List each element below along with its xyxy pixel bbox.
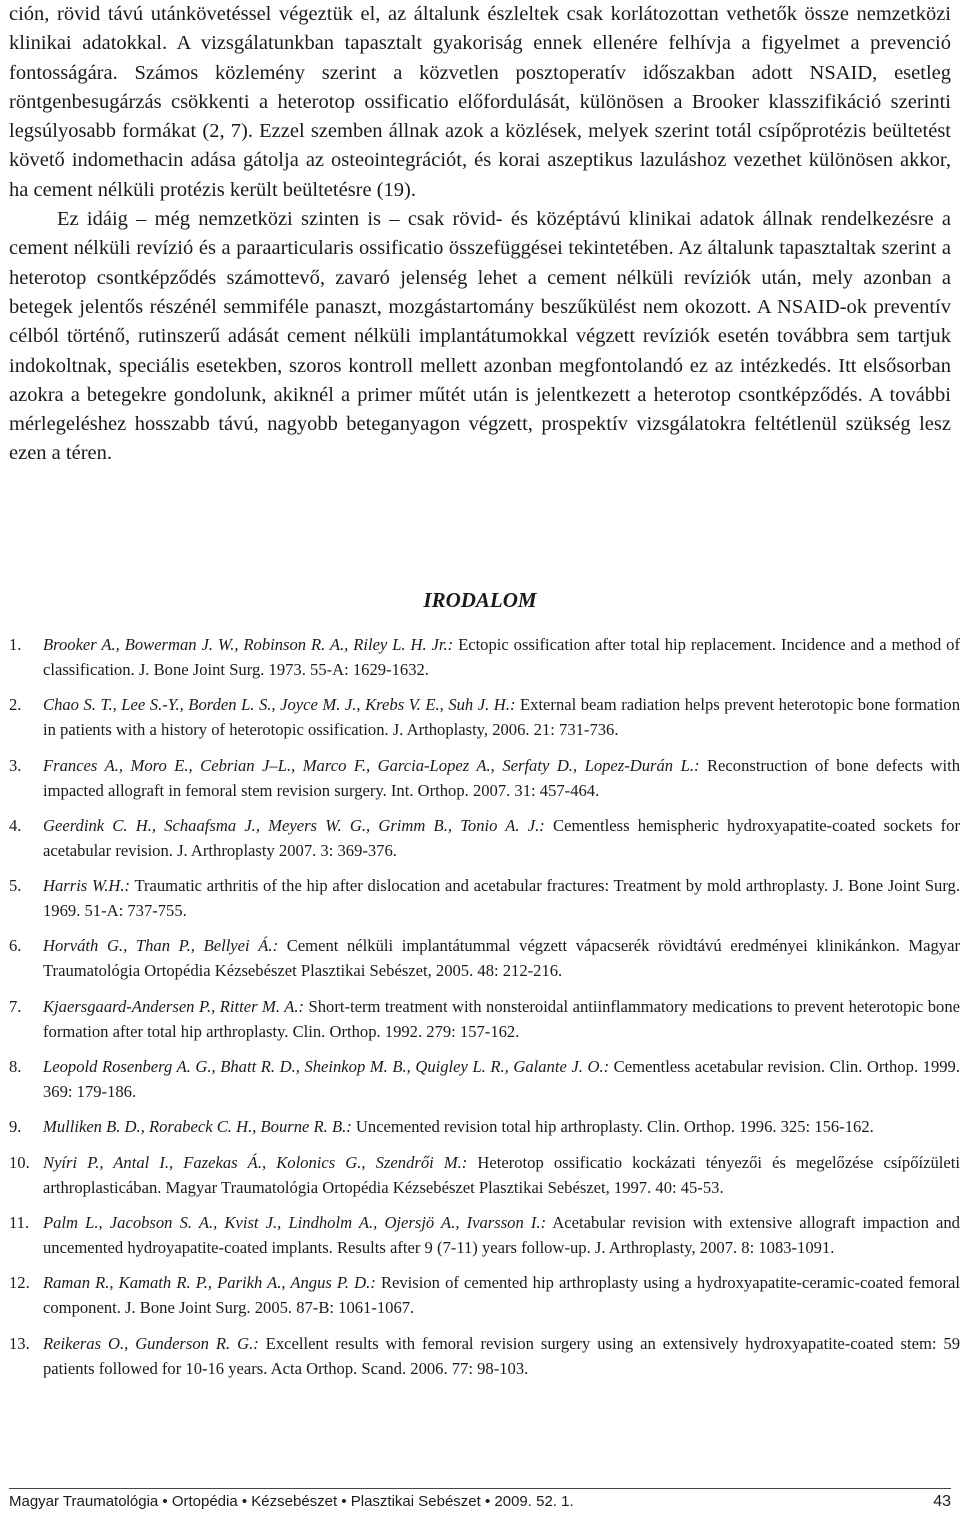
reference-item — [9, 1270, 960, 1320]
reference-text: Traumatic arthritis of the hip after dislocation and acetabular fractures: Treatment by mold arthroplasty. J. Bone Joint Surg. 1969. 51-A: 737-755. — [43, 876, 960, 921]
reference-authors: Raman R., Kamath R. P., Parikh A., Angus P. D.: — [43, 1273, 376, 1293]
reference-number: 9. — [9, 1117, 22, 1137]
reference-number: 2. — [9, 695, 22, 715]
reference-authors: Palm L., Jacobson S. A., Kvist J., Lindholm A., Ojersjö A., Ivarsson I.: — [43, 1212, 547, 1232]
reference-text: Ectopic ossification after total hip replacement. Incidence and a method of classification. J. Bone Joint Surg. 1973. 55-A: 1629-1632. — [43, 635, 960, 679]
reference-authors: Chao S. T., Lee S.-Y., Borden L. S., Joyce M. J., Krebs V. E., Suh J. H.: — [43, 695, 516, 715]
reference-number: 7. — [9, 996, 22, 1016]
reference-text: Acetabular revision with extensive allograft impaction and uncemented hydroyapatite-coated implants. Results after 9 (7-11) years follow-up. J. Arthroplasty, 2007. 8: 1083-1091. — [43, 1212, 960, 1257]
reference-item — [9, 632, 960, 682]
reference-authors: Frances A., Moro E., Cebrian J–L., Marco F., Garcia-Lopez A., Serfaty D., Lopez-Durán L.: — [43, 755, 700, 775]
reference-item — [9, 1150, 960, 1200]
reference-item — [9, 873, 960, 923]
reference-text: Revision of cemented hip arthroplasty using a hydroxyapatite-ceramic-coated femoral component. J. Bone Joint Surg. 2005. 87-B: 1061-1067. — [43, 1273, 960, 1318]
reference-number: 8. — [9, 1057, 22, 1077]
reference-authors: Mulliken B. D., Rorabeck C. H., Bourne R. B.: — [43, 1117, 352, 1137]
references-heading: IRODALOM — [423, 588, 537, 612]
reference-text: Uncemented revision total hip arthroplasty. Clin. Orthop. 1996. 325: 156-162. — [351, 1117, 874, 1137]
journal-footer: Magyar Traumatológia • Ortopédia • Kézsebészet • Plasztikai Sebészet • 2009. 52. 1. — [9, 1493, 574, 1510]
reference-number: 13. — [9, 1333, 30, 1353]
reference-number: 5. — [9, 876, 22, 896]
reference-item — [9, 1114, 960, 1139]
reference-item — [9, 692, 960, 742]
reference-number: 12. — [9, 1273, 30, 1293]
reference-item — [9, 933, 960, 983]
reference-authors: Kjaersgaard-Andersen P., Ritter M. A.: — [43, 996, 305, 1016]
reference-number: 6. — [9, 936, 22, 956]
reference-authors: Geerdink C. H., Schaafsma J., Meyers W. G., Grimm B., Tonio A. J.: — [43, 815, 545, 835]
reference-item — [9, 1331, 960, 1381]
reference-text: Cementless acetabular revision. Clin. Orthop. 1999. 369: 179-186. — [43, 1057, 960, 1102]
reference-item — [9, 1210, 960, 1260]
article-body — [9, 0, 951, 469]
reference-number: 4. — [9, 815, 22, 835]
reference-text: Short-term treatment with nonsteroidal antiinflammatory medications to prevent heterotopic bone formation after total hip arthroplasty. Clin. Orthop. 1992. 279: 157-162. — [43, 996, 960, 1041]
page-number: 43 — [933, 1493, 951, 1510]
reference-item — [9, 813, 960, 863]
reference-text: Cement nélküli implantátummal végzett vápacserék rövidtávú eredményei klinikánkon. Magyar Traumatológia Ortopédia Kézsebészet Plasztikai Sebészet, 2005. 48: 212-216. — [43, 936, 960, 981]
reference-authors: Nyíri P., Antal I., Fazekas Á., Kolonics G., Szendrői M.: — [43, 1152, 468, 1172]
reference-item — [9, 994, 960, 1044]
reference-authors: Harris W.H.: — [43, 876, 131, 896]
reference-number: 10. — [9, 1152, 30, 1172]
reference-authors: Leopold Rosenberg A. G., Bhatt R. D., Sheinkop M. B., Quigley L. R., Galante J. O.: — [43, 1057, 610, 1077]
reference-text: Cementless hemispheric hydroxyapatite-coated sockets for acetabular revision. J. Arthroplasty 2007. 3: 369-376. — [43, 815, 960, 860]
reference-authors: Horváth G., Than P., Bellyei Á.: — [43, 936, 279, 956]
reference-authors: Brooker A., Bowerman J. W., Robinson R. A., Riley L. H. Jr.: — [43, 635, 454, 654]
reference-text: External beam radiation helps prevent heterotopic bone formation in patients with a history of heterotopic ossification. J. Arthoplasty, 2006. 21: 731-736. — [43, 695, 960, 740]
reference-item — [9, 1054, 960, 1104]
reference-number: 1. — [9, 635, 22, 654]
reference-number: 3. — [9, 755, 22, 775]
footer-divider — [9, 1488, 951, 1489]
reference-item — [9, 753, 960, 803]
reference-list — [9, 632, 960, 1391]
reference-text: Heterotop ossificatio kockázati tényezői és megelőzése csípőízületi arthroplasticában. Magyar Traumatológia Ortopédia Kézsebészet Plasztikai Sebészet, 1997. 40: 45-53. — [43, 1152, 960, 1197]
reference-number: 11. — [9, 1212, 30, 1232]
reference-authors: Reikeras O., Gunderson R. G.: — [43, 1333, 259, 1353]
body-paragraph-2: Ez idáig – még nemzetközi szinten is – csak rövid- és középtávú klinikai adatok állnak rendelkezésre a cement nélküli revízió és a paraarticularis ossificatio összefüggései tekintetében. Az általunk tapasztaltak szerint a heterotop csontképződés számottevő, zavaró jelenség lehet a cement nélküli revíziók után, mely azonban a betegek jelentős részénél semmiféle panaszt, mozgástartomány beszűkülést nem okozott. A NSAID-ok preventív célból történő, rutinszerű adását cement nélküli implantátumokkal végzett revíziók esetén továbbra sem tartjuk indokoltnak, speciális esetekben, szoros kontroll mellett azonban megfontolandó ez az intézkedés. Itt elsősorban azokra a betegekre gondolunk, akiknél a primer műtét után is jelentkezett a heterotop csontképződés. A további mérlegeléshez hosszabb távú, nagyobb beteganyagon végzett, prospektív vizsgálatokra feltétlenül szükség lesz ezen a téren. — [9, 208, 951, 465]
page-footer — [9, 1492, 951, 1512]
body-paragraph-1: ción, rövid távú utánkövetéssel végeztük el, az általunk észleltek csak korlátozottan vethetők össze nemzetközi klinikai adatokkal. A vizsgálatunkban tapasztalt gyakoriság ennek ellenére felhívja a figyelmet a prevenció fontosságára. Számos közlemény szerint a közvetlen posztoperatív időszakban adott NSAID, esetleg röntgenbesugárzás csökkenti a heterotop ossificatio előfordulását, különösen a Brooker klasszifikáció szerinti legsúlyosabb formákat (2, 7). Ezzel szemben állnak azok a közlések, melyek szerint totál csípőprotézis beültetést követő indomethacin adása gátolja az osteointegrációt, és korai aszeptikus lazuláshoz vezethet különösen akkor, ha cement nélküli protézis került beültetésre (19). — [9, 3, 951, 201]
reference-text: Reconstruction of bone defects with impacted allograft in femoral stem revision surgery. Int. Orthop. 2007. 31: 457-464. — [43, 755, 960, 800]
reference-text: Excellent results with femoral revision surgery using an extensively hydroxyapatite-coated stem: 59 patients followed for 10-16 years. Acta Orthop. Scand. 2006. 77: 98-103. — [43, 1333, 960, 1378]
